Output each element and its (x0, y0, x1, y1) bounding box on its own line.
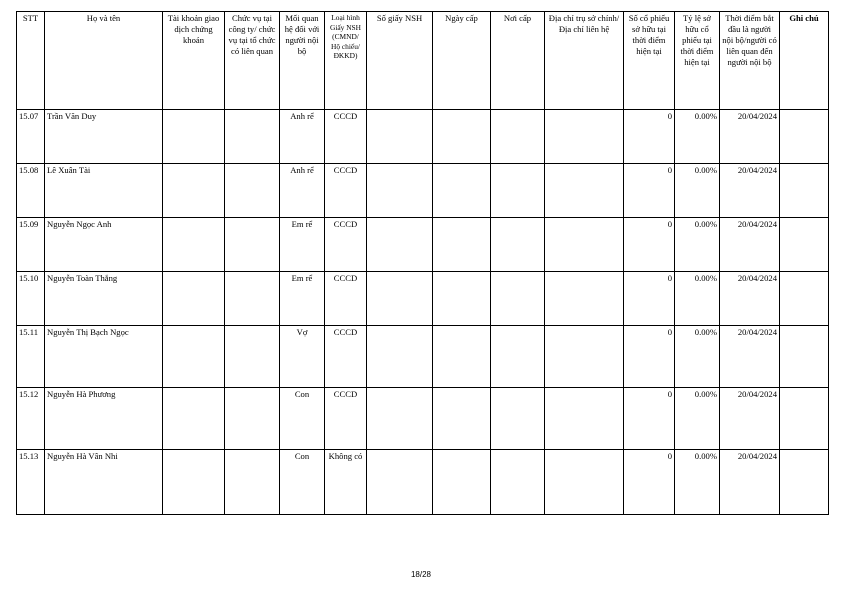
cell-address (545, 388, 624, 450)
cell-issue-place (491, 450, 545, 515)
cell-ratio: 0.00% (675, 110, 720, 164)
cell-position (225, 110, 280, 164)
cell-position (225, 218, 280, 272)
cell-issue-date (433, 110, 491, 164)
cell-start-date: 20/04/2024 (720, 450, 780, 515)
cell-name: Nguyễn Hà Phương (45, 388, 163, 450)
table-row (17, 326, 829, 388)
header-shares: Số cổ phiếu sở hữu tại thời điểm hiện tại (624, 12, 675, 110)
cell-address (545, 450, 624, 515)
cell-shares: 0 (624, 272, 675, 326)
cell-account (163, 326, 225, 388)
header-position: Chức vụ tại công ty/ chức vụ tại tổ chức có liên quan (225, 12, 280, 110)
cell-relation: Vợ (280, 326, 325, 388)
header-issue-date: Ngày cấp (433, 12, 491, 110)
cell-shares: 0 (624, 218, 675, 272)
cell-start-date: 20/04/2024 (720, 326, 780, 388)
cell-relation: Anh rể (280, 164, 325, 218)
cell-start-date: 20/04/2024 (720, 164, 780, 218)
cell-note (780, 110, 829, 164)
cell-note (780, 272, 829, 326)
header-id-number: Số giấy NSH (367, 12, 433, 110)
cell-relation: Em rể (280, 272, 325, 326)
cell-id-number (367, 326, 433, 388)
cell-issue-date (433, 450, 491, 515)
cell-shares: 0 (624, 164, 675, 218)
cell-name: Nguyễn Toàn Thắng (45, 272, 163, 326)
cell-id-number (367, 110, 433, 164)
table-row (17, 218, 829, 272)
cell-id-number (367, 164, 433, 218)
header-start-date: Thời điểm bắt đầu là người nội bộ/người có liên quan đến người nội bộ (720, 12, 780, 110)
cell-relation: Con (280, 450, 325, 515)
table-header-row (17, 12, 829, 110)
cell-id-type: Không có (325, 450, 367, 515)
table-body (17, 110, 829, 515)
cell-issue-date (433, 388, 491, 450)
cell-stt: 15.10 (17, 272, 45, 326)
table-row (17, 450, 829, 515)
cell-start-date: 20/04/2024 (720, 110, 780, 164)
cell-address (545, 218, 624, 272)
cell-ratio: 0.00% (675, 272, 720, 326)
cell-account (163, 110, 225, 164)
cell-ratio: 0.00% (675, 388, 720, 450)
cell-shares: 0 (624, 388, 675, 450)
cell-start-date: 20/04/2024 (720, 218, 780, 272)
cell-issue-date (433, 218, 491, 272)
cell-start-date: 20/04/2024 (720, 272, 780, 326)
cell-id-number (367, 272, 433, 326)
cell-id-type: CCCD (325, 218, 367, 272)
cell-id-type: CCCD (325, 388, 367, 450)
cell-issue-place (491, 272, 545, 326)
cell-relation: Con (280, 388, 325, 450)
cell-note (780, 164, 829, 218)
cell-id-type: CCCD (325, 272, 367, 326)
cell-issue-place (491, 326, 545, 388)
cell-account (163, 450, 225, 515)
cell-position (225, 272, 280, 326)
cell-issue-place (491, 388, 545, 450)
header-id-type: Loại hình Giấy NSH (CMND/ Hộ chiếu/ ĐKKD) (325, 12, 367, 110)
cell-id-number (367, 450, 433, 515)
header-issue-place: Nơi cấp (491, 12, 545, 110)
related-persons-table (16, 11, 829, 515)
header-note: Ghi chú (780, 12, 829, 110)
cell-start-date: 20/04/2024 (720, 388, 780, 450)
cell-note (780, 218, 829, 272)
cell-id-type: CCCD (325, 326, 367, 388)
cell-position (225, 450, 280, 515)
cell-address (545, 272, 624, 326)
cell-ratio: 0.00% (675, 326, 720, 388)
header-stt: STT (17, 12, 45, 110)
cell-ratio: 0.00% (675, 218, 720, 272)
cell-stt: 15.09 (17, 218, 45, 272)
cell-account (163, 272, 225, 326)
table-row (17, 164, 829, 218)
cell-stt: 15.08 (17, 164, 45, 218)
cell-issue-place (491, 110, 545, 164)
cell-shares: 0 (624, 450, 675, 515)
cell-name: Trần Văn Duy (45, 110, 163, 164)
cell-ratio: 0.00% (675, 164, 720, 218)
cell-id-type: CCCD (325, 110, 367, 164)
table-row (17, 388, 829, 450)
cell-name: Nguyễn Ngọc Anh (45, 218, 163, 272)
cell-note (780, 326, 829, 388)
cell-name: Nguyễn Thị Bạch Ngọc (45, 326, 163, 388)
cell-issue-date (433, 272, 491, 326)
cell-address (545, 326, 624, 388)
table-row (17, 110, 829, 164)
cell-issue-date (433, 326, 491, 388)
table-row (17, 272, 829, 326)
cell-issue-place (491, 218, 545, 272)
header-relation: Mối quan hệ đối với người nội bộ (280, 12, 325, 110)
cell-account (163, 388, 225, 450)
cell-issue-date (433, 164, 491, 218)
header-account: Tài khoản giao dịch chứng khoán (163, 12, 225, 110)
cell-id-number (367, 218, 433, 272)
header-address: Địa chỉ trụ sở chính/Địa chỉ liên hệ (545, 12, 624, 110)
cell-shares: 0 (624, 326, 675, 388)
cell-position (225, 388, 280, 450)
cell-position (225, 326, 280, 388)
cell-note (780, 450, 829, 515)
cell-issue-place (491, 164, 545, 218)
cell-stt: 15.12 (17, 388, 45, 450)
cell-id-number (367, 388, 433, 450)
cell-relation: Em rể (280, 218, 325, 272)
cell-shares: 0 (624, 110, 675, 164)
header-ratio: Tỷ lệ sở hữu cổ phiếu tại thời điểm hiện tại (675, 12, 720, 110)
cell-address (545, 110, 624, 164)
cell-stt: 15.11 (17, 326, 45, 388)
cell-name: Lê Xuân Tài (45, 164, 163, 218)
cell-note (780, 388, 829, 450)
cell-stt: 15.13 (17, 450, 45, 515)
header-name: Họ và tên (45, 12, 163, 110)
page-number: 18/28 (410, 570, 432, 579)
cell-address (545, 164, 624, 218)
cell-ratio: 0.00% (675, 450, 720, 515)
cell-account (163, 218, 225, 272)
cell-position (225, 164, 280, 218)
cell-id-type: CCCD (325, 164, 367, 218)
cell-name: Nguyễn Hà Vân Nhi (45, 450, 163, 515)
cell-stt: 15.07 (17, 110, 45, 164)
cell-relation: Anh rể (280, 110, 325, 164)
cell-account (163, 164, 225, 218)
